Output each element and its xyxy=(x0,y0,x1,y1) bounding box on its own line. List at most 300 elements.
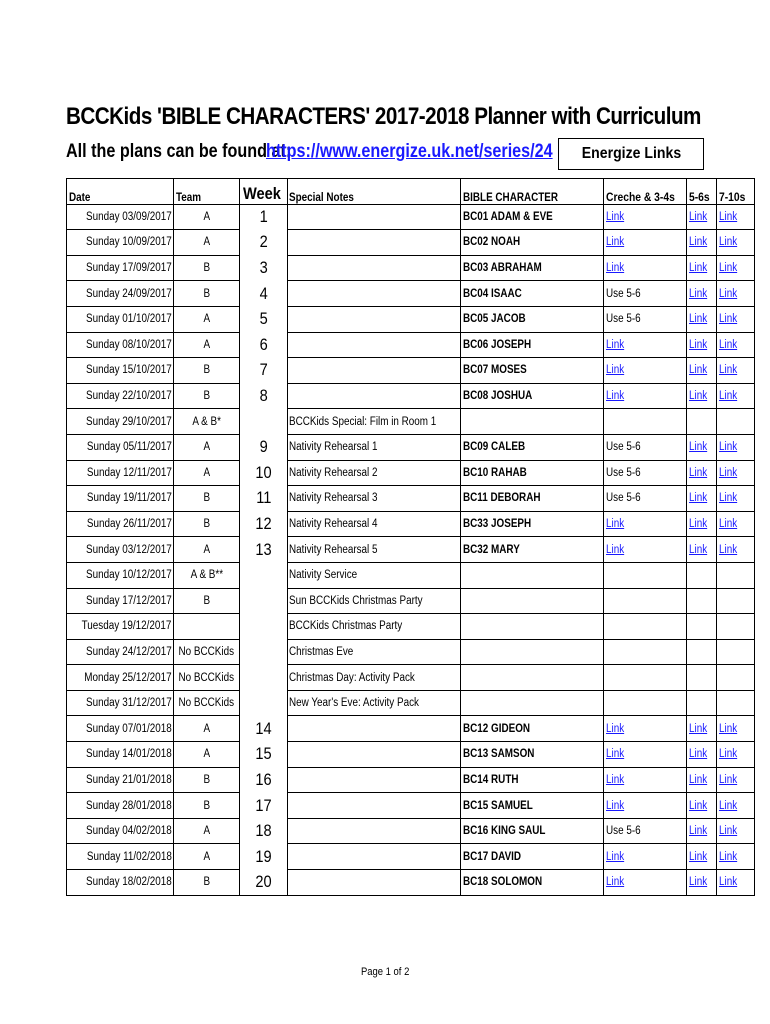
creche-link-cell xyxy=(604,434,687,460)
resource-link[interactable]: Link xyxy=(719,313,738,326)
special-notes-cell-text: Nativity Rehearsal 2 xyxy=(289,466,378,479)
age-7-10-link-cell xyxy=(717,844,755,870)
page-title: BCCKids 'BIBLE CHARACTERS' 2017-2018 Planner with Curriculum xyxy=(66,103,701,130)
header-special-notes: Special Notes xyxy=(288,179,461,205)
age-7-10-link-cell xyxy=(717,358,755,384)
special-notes-cell xyxy=(288,716,461,742)
resource-link[interactable]: Link xyxy=(689,441,708,454)
date-cell-text: Sunday 26/11/2017 xyxy=(86,518,172,531)
date-cell xyxy=(67,255,174,281)
bible-character-cell-text: BC02 NOAH xyxy=(463,236,521,249)
special-notes-cell xyxy=(288,818,461,844)
header-creche: Creche & 3-4s xyxy=(604,179,687,205)
age-5-6-link-cell xyxy=(687,434,717,460)
resource-link[interactable]: Link xyxy=(689,748,708,761)
special-notes-cell-text: Nativity Rehearsal 4 xyxy=(289,518,378,531)
age-7-10-link-cell xyxy=(717,665,755,691)
special-notes-cell xyxy=(288,409,461,435)
team-cell-text: B xyxy=(203,799,211,812)
table-row xyxy=(67,844,755,870)
age-5-6-link-cell xyxy=(687,767,717,793)
creche-link-cell xyxy=(604,383,687,409)
team-cell-text: B xyxy=(203,594,211,607)
table-row xyxy=(67,486,755,512)
date-cell xyxy=(67,562,174,588)
week-cell-text: 20 xyxy=(255,872,272,892)
bible-character-cell xyxy=(461,486,604,512)
date-cell xyxy=(67,639,174,665)
bible-character-cell xyxy=(461,690,604,716)
creche-link-cell xyxy=(604,818,687,844)
date-cell xyxy=(67,614,174,640)
date-cell-text: Sunday 01/10/2017 xyxy=(85,313,172,326)
table-row xyxy=(67,537,755,563)
resource-link[interactable]: Link xyxy=(606,518,625,531)
resource-link[interactable]: Link xyxy=(689,799,708,812)
resource-link[interactable]: Link xyxy=(719,543,738,556)
resource-link[interactable]: Link xyxy=(606,722,625,735)
date-cell-text: Monday 25/12/2017 xyxy=(83,671,172,684)
date-cell xyxy=(67,818,174,844)
resource-link[interactable]: Link xyxy=(689,210,708,223)
plans-location-label: All the plans can be found at: xyxy=(66,141,292,162)
creche-link-cell xyxy=(604,358,687,384)
age-7-10-link-cell xyxy=(717,870,755,896)
resource-link[interactable]: Link xyxy=(719,390,738,403)
resource-link[interactable]: Link xyxy=(689,876,708,889)
resource-link[interactable]: Link xyxy=(689,773,708,786)
resource-link[interactable]: Link xyxy=(719,773,738,786)
planner-table xyxy=(66,178,755,896)
creche-link-cell xyxy=(604,230,687,256)
date-cell xyxy=(67,511,174,537)
bible-character-cell xyxy=(461,409,604,435)
date-cell-text: Sunday 19/11/2017 xyxy=(86,492,172,505)
week-cell-text: 15 xyxy=(255,744,272,764)
bible-character-cell-text: BC12 GIDEON xyxy=(463,722,531,735)
resource-link[interactable]: Link xyxy=(689,287,708,300)
age-7-10-link-cell xyxy=(717,460,755,486)
special-notes-cell xyxy=(288,870,461,896)
age-7-10-link-cell xyxy=(717,230,755,256)
week-cell-text: 9 xyxy=(259,437,268,457)
week-cell-text: 11 xyxy=(255,488,272,508)
special-notes-cell xyxy=(288,562,461,588)
creche-link-cell xyxy=(604,614,687,640)
table-row xyxy=(67,562,755,588)
resource-link[interactable]: Link xyxy=(719,492,738,505)
team-cell-text: A & B* xyxy=(192,415,222,428)
special-notes-cell-text: Sun BCCKids Christmas Party xyxy=(289,594,423,607)
week-cell-text: 18 xyxy=(255,821,272,841)
special-notes-cell xyxy=(288,281,461,307)
bible-character-cell xyxy=(461,818,604,844)
resource-link[interactable]: Link xyxy=(606,236,625,249)
date-cell xyxy=(67,332,174,358)
age-5-6-link-cell xyxy=(687,793,717,819)
team-cell-text: A xyxy=(203,748,211,761)
bible-character-cell xyxy=(461,844,604,870)
table-row xyxy=(67,409,755,435)
resource-link[interactable]: Link xyxy=(606,748,625,761)
date-cell xyxy=(67,537,174,563)
table-row xyxy=(67,665,755,691)
bible-character-cell-text: BC32 MARY xyxy=(463,543,521,556)
page-number: Page 1 of 2 xyxy=(360,966,410,978)
week-cell xyxy=(240,358,288,384)
age-7-10-link-cell xyxy=(717,562,755,588)
energize-links-label: Energize Links xyxy=(581,145,681,162)
resource-link[interactable]: Link xyxy=(689,518,708,531)
special-notes-cell xyxy=(288,614,461,640)
date-cell xyxy=(67,383,174,409)
age-5-6-link-cell xyxy=(687,614,717,640)
age-5-6-link-cell xyxy=(687,537,717,563)
team-cell xyxy=(174,562,240,588)
age-5-6-link-cell xyxy=(687,409,717,435)
team-cell xyxy=(174,306,240,332)
team-cell xyxy=(174,204,240,230)
week-cell xyxy=(240,793,288,819)
bible-character-cell-text: BC07 MOSES xyxy=(463,364,528,377)
date-cell-text: Sunday 14/01/2018 xyxy=(85,748,172,761)
week-cell xyxy=(240,332,288,358)
team-cell xyxy=(174,281,240,307)
age-5-6-link-cell xyxy=(687,562,717,588)
resource-link[interactable]: Link xyxy=(719,338,738,351)
bible-character-cell xyxy=(461,358,604,384)
team-cell xyxy=(174,639,240,665)
resource-link[interactable]: Link xyxy=(689,262,708,275)
age-7-10-link-cell xyxy=(717,486,755,512)
creche-link-cell-text: Use 5-6 xyxy=(606,466,642,479)
week-cell-text: 17 xyxy=(255,795,272,815)
week-cell xyxy=(240,511,288,537)
creche-link-cell xyxy=(604,486,687,512)
header-bible-character: BIBLE CHARACTER xyxy=(461,179,604,205)
age-5-6-link-cell xyxy=(687,486,717,512)
date-cell xyxy=(67,306,174,332)
creche-link-cell-text: Use 5-6 xyxy=(606,287,642,300)
creche-link-cell xyxy=(604,767,687,793)
resource-link[interactable]: Link xyxy=(719,441,738,454)
resource-link[interactable]: Link xyxy=(606,876,625,889)
date-cell-text: Sunday 18/02/2018 xyxy=(85,876,172,889)
age-5-6-link-cell xyxy=(687,665,717,691)
resource-link[interactable]: Link xyxy=(689,825,708,838)
bible-character-cell-text: BC33 JOSEPH xyxy=(463,518,532,531)
date-cell-text: Sunday 17/12/2017 xyxy=(85,594,172,607)
resource-link[interactable]: Link xyxy=(606,543,625,556)
date-cell xyxy=(67,434,174,460)
team-cell-text: No BCCKids xyxy=(178,645,235,658)
team-cell-text: B xyxy=(203,364,211,377)
team-cell xyxy=(174,665,240,691)
special-notes-cell-text: Nativity Service xyxy=(289,569,358,582)
bible-character-cell xyxy=(461,460,604,486)
table-row xyxy=(67,306,755,332)
resource-link[interactable]: Link xyxy=(606,390,625,403)
header-7-10s: 7-10s xyxy=(717,179,755,205)
bible-character-cell xyxy=(461,562,604,588)
team-cell xyxy=(174,716,240,742)
bible-character-cell-text: BC14 RUTH xyxy=(463,773,519,786)
week-cell-text: 6 xyxy=(259,334,268,354)
age-7-10-link-cell xyxy=(717,742,755,768)
team-cell-text: B xyxy=(203,773,211,786)
week-cell xyxy=(240,767,288,793)
special-notes-cell xyxy=(288,844,461,870)
week-cell xyxy=(240,537,288,563)
resource-link[interactable]: Link xyxy=(689,850,708,863)
creche-link-cell xyxy=(604,511,687,537)
table-row xyxy=(67,818,755,844)
resource-link[interactable]: Link xyxy=(719,748,738,761)
creche-link-cell xyxy=(604,793,687,819)
resource-link[interactable]: Link xyxy=(606,210,625,223)
bible-character-cell-text: BC10 RAHAB xyxy=(463,466,528,479)
team-cell-text: A xyxy=(203,313,211,326)
team-cell xyxy=(174,460,240,486)
date-cell xyxy=(67,742,174,768)
week-cell-text: 14 xyxy=(255,718,272,738)
team-cell xyxy=(174,742,240,768)
special-notes-cell xyxy=(288,434,461,460)
team-cell-text: A xyxy=(203,210,211,223)
bible-character-cell xyxy=(461,588,604,614)
table-header-row xyxy=(67,179,755,205)
age-7-10-link-cell xyxy=(717,306,755,332)
week-cell-text: 3 xyxy=(259,258,268,278)
age-7-10-link-cell xyxy=(717,767,755,793)
bible-character-cell xyxy=(461,870,604,896)
date-cell xyxy=(67,358,174,384)
team-cell xyxy=(174,434,240,460)
age-7-10-link-cell xyxy=(717,690,755,716)
week-cell xyxy=(240,306,288,332)
age-7-10-link-cell xyxy=(717,588,755,614)
table-row xyxy=(67,383,755,409)
team-cell-text: A xyxy=(203,236,211,249)
resource-link[interactable]: Link xyxy=(606,338,625,351)
bible-character-cell xyxy=(461,511,604,537)
resource-link[interactable]: Link xyxy=(689,492,708,505)
resource-link[interactable]: Link xyxy=(689,543,708,556)
creche-link-cell xyxy=(604,562,687,588)
date-cell xyxy=(67,716,174,742)
age-5-6-link-cell xyxy=(687,742,717,768)
team-cell xyxy=(174,614,240,640)
bible-character-cell xyxy=(461,742,604,768)
age-7-10-link-cell xyxy=(717,255,755,281)
age-5-6-link-cell xyxy=(687,281,717,307)
week-cell-text: 1 xyxy=(259,207,268,227)
resource-link[interactable]: Link xyxy=(689,313,708,326)
resource-link[interactable]: Link xyxy=(719,825,738,838)
special-notes-cell-text: New Year's Eve: Activity Pack xyxy=(289,697,420,710)
week-cell xyxy=(240,716,288,742)
date-cell-text: Sunday 07/01/2018 xyxy=(85,722,172,735)
special-notes-cell xyxy=(288,306,461,332)
bible-character-cell-text: BC04 ISAAC xyxy=(463,287,523,300)
bible-character-cell xyxy=(461,255,604,281)
week-cell xyxy=(240,460,288,486)
resource-link[interactable]: Link xyxy=(689,722,708,735)
resource-link[interactable]: Link xyxy=(689,390,708,403)
age-5-6-link-cell xyxy=(687,690,717,716)
special-notes-cell xyxy=(288,742,461,768)
special-notes-cell xyxy=(288,690,461,716)
team-cell xyxy=(174,588,240,614)
bible-character-cell-text: BC06 JOSEPH xyxy=(463,338,532,351)
bible-character-cell-text: BC08 JOSHUA xyxy=(463,390,533,403)
creche-link-cell xyxy=(604,460,687,486)
week-cell-text: 2 xyxy=(259,232,268,252)
week-cell-text: 4 xyxy=(259,283,268,303)
resource-link[interactable]: Link xyxy=(689,236,708,249)
resource-link[interactable]: Link xyxy=(606,773,625,786)
special-notes-cell xyxy=(288,767,461,793)
special-notes-cell xyxy=(288,332,461,358)
special-notes-cell xyxy=(288,537,461,563)
resource-link[interactable]: Link xyxy=(689,338,708,351)
date-cell-text: Sunday 11/02/2018 xyxy=(86,850,172,863)
resource-link[interactable]: Link xyxy=(719,466,738,479)
age-7-10-link-cell xyxy=(717,383,755,409)
creche-link-cell-text: Use 5-6 xyxy=(606,313,642,326)
resource-link[interactable]: Link xyxy=(719,236,738,249)
resource-link[interactable]: Link xyxy=(606,364,625,377)
table-row xyxy=(67,332,755,358)
week-cell xyxy=(240,409,288,435)
date-cell-text: Sunday 10/12/2017 xyxy=(85,569,172,582)
creche-link-cell xyxy=(604,332,687,358)
resource-link[interactable]: Link xyxy=(719,262,738,275)
special-notes-cell-text: Christmas Day: Activity Pack xyxy=(289,671,415,684)
week-cell xyxy=(240,742,288,768)
age-5-6-link-cell xyxy=(687,255,717,281)
date-cell-text: Sunday 22/10/2017 xyxy=(85,390,172,403)
team-cell-text: A xyxy=(203,825,211,838)
age-5-6-link-cell xyxy=(687,716,717,742)
date-cell-text: Sunday 08/10/2017 xyxy=(85,338,172,351)
resource-link[interactable]: Link xyxy=(719,364,738,377)
team-cell-text: A xyxy=(203,543,211,556)
resource-link[interactable]: Link xyxy=(719,850,738,863)
table-row xyxy=(67,230,755,256)
resource-link[interactable]: Link xyxy=(689,466,708,479)
week-cell xyxy=(240,255,288,281)
week-cell xyxy=(240,434,288,460)
bible-character-cell xyxy=(461,434,604,460)
creche-link-cell xyxy=(604,255,687,281)
table-row xyxy=(67,793,755,819)
table-row xyxy=(67,767,755,793)
age-7-10-link-cell xyxy=(717,818,755,844)
date-cell xyxy=(67,204,174,230)
date-cell-text: Sunday 10/09/2017 xyxy=(85,236,172,249)
team-cell-text: No BCCKids xyxy=(178,671,235,684)
date-cell xyxy=(67,844,174,870)
special-notes-cell xyxy=(288,588,461,614)
team-cell-text: B xyxy=(203,492,211,505)
week-cell-text: 13 xyxy=(255,539,272,559)
creche-link-cell xyxy=(604,870,687,896)
header-team: Team xyxy=(174,179,240,205)
age-7-10-link-cell xyxy=(717,409,755,435)
date-cell xyxy=(67,665,174,691)
team-cell-text: A xyxy=(203,466,211,479)
creche-link-cell-text: Use 5-6 xyxy=(606,441,642,454)
table-row xyxy=(67,614,755,640)
age-5-6-link-cell xyxy=(687,358,717,384)
age-7-10-link-cell xyxy=(717,716,755,742)
creche-link-cell xyxy=(604,690,687,716)
bible-character-cell-text: BC16 KING SAUL xyxy=(463,825,546,838)
team-cell xyxy=(174,332,240,358)
resource-link[interactable]: Link xyxy=(606,799,625,812)
special-notes-cell xyxy=(288,358,461,384)
creche-link-cell xyxy=(604,716,687,742)
resource-link[interactable]: Link xyxy=(719,287,738,300)
team-cell xyxy=(174,230,240,256)
date-cell-text: Sunday 05/11/2017 xyxy=(86,441,172,454)
date-cell-text: Sunday 03/09/2017 xyxy=(85,210,172,223)
date-cell-text: Sunday 24/12/2017 xyxy=(85,645,172,658)
bible-character-cell xyxy=(461,537,604,563)
resource-link[interactable]: Link xyxy=(606,262,625,275)
date-cell xyxy=(67,460,174,486)
age-7-10-link-cell xyxy=(717,434,755,460)
creche-link-cell xyxy=(604,844,687,870)
team-cell-text: B xyxy=(203,262,211,275)
resource-link[interactable]: Link xyxy=(719,518,738,531)
age-5-6-link-cell xyxy=(687,818,717,844)
resource-link[interactable]: Link xyxy=(719,799,738,812)
resource-link[interactable]: Link xyxy=(689,364,708,377)
date-cell xyxy=(67,690,174,716)
special-notes-cell-text: Nativity Rehearsal 3 xyxy=(289,492,378,505)
resource-link[interactable]: Link xyxy=(719,876,738,889)
week-cell xyxy=(240,690,288,716)
creche-link-cell xyxy=(604,639,687,665)
resource-link[interactable]: Link xyxy=(719,722,738,735)
age-5-6-link-cell xyxy=(687,204,717,230)
bible-character-cell xyxy=(461,383,604,409)
team-cell xyxy=(174,409,240,435)
team-cell-text: A xyxy=(203,722,211,735)
resource-link[interactable]: Link xyxy=(719,210,738,223)
date-cell-text: Sunday 12/11/2017 xyxy=(86,466,172,479)
table-row xyxy=(67,588,755,614)
week-cell xyxy=(240,562,288,588)
bible-character-cell xyxy=(461,281,604,307)
team-cell xyxy=(174,486,240,512)
age-5-6-link-cell xyxy=(687,332,717,358)
team-cell-text: A xyxy=(203,441,211,454)
week-cell xyxy=(240,614,288,640)
week-cell-text: 19 xyxy=(255,846,272,866)
table-row xyxy=(67,511,755,537)
team-cell-text: A xyxy=(203,338,211,351)
team-cell xyxy=(174,358,240,384)
team-cell xyxy=(174,690,240,716)
resource-link[interactable]: Link xyxy=(606,850,625,863)
creche-link-cell-text: Use 5-6 xyxy=(606,825,642,838)
week-cell xyxy=(240,204,288,230)
date-cell-text: Sunday 21/01/2018 xyxy=(85,773,172,786)
series-url-link[interactable]: https://www.energize.uk.net/series/24 xyxy=(266,141,553,162)
